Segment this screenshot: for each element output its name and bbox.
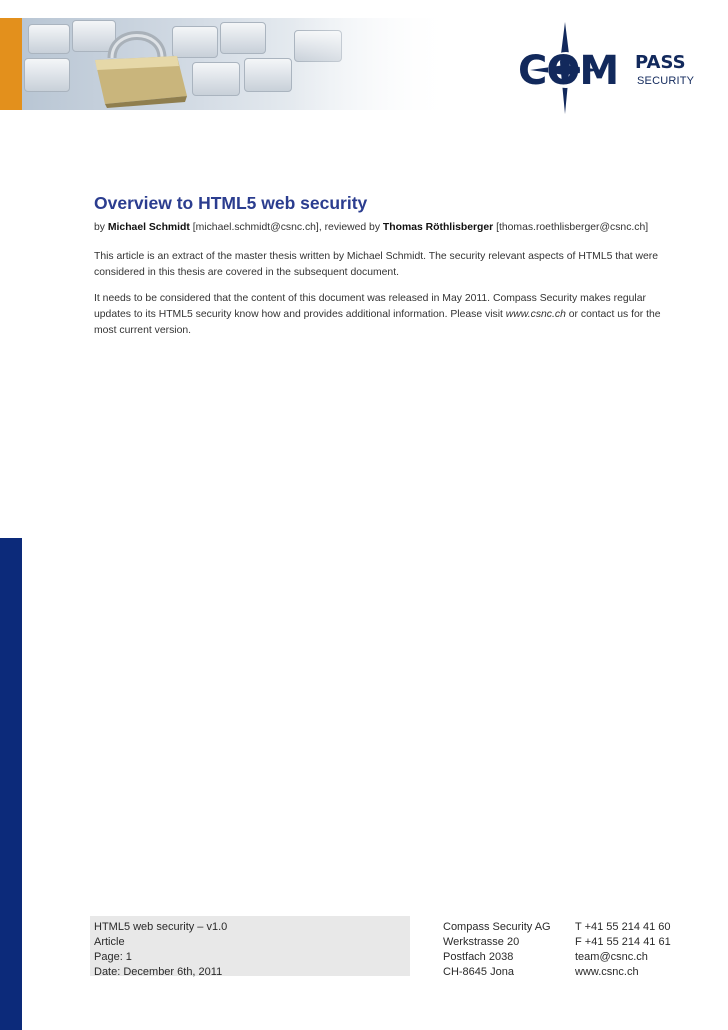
reviewer-email[interactable]: [thomas.roethlisberger@csnc.ch] [496, 222, 649, 233]
logo-com-text: COM [518, 48, 619, 94]
logo-pass-text: PASS [635, 52, 686, 73]
byline-reviewed-by: , reviewed by [318, 222, 381, 233]
byline-by: by [94, 222, 105, 233]
author-email[interactable]: [michael.schmidt@csnc.ch] [192, 222, 319, 233]
footer-doc-version: HTML5 web security – v1.0 [94, 921, 228, 933]
footer-website[interactable]: www.csnc.ch [575, 966, 639, 978]
footer-address [443, 920, 551, 980]
footer-company: Compass Security AG [443, 921, 551, 933]
footer-doc-info [94, 920, 227, 980]
footer-postbox: Postfach 2038 [443, 951, 514, 963]
intro-paragraph: This article is an extract of the master thesis written by Michael Schmidt. The security relevant aspects of HTML5 that were considered in this thesis are covered in the subsequent document. [94, 251, 659, 278]
footer-city: CH-8645 Jona [443, 966, 514, 978]
orange-accent-bar [0, 18, 22, 110]
notice-tail: or contact us for the most current version. [94, 309, 661, 336]
website-link[interactable]: www.csnc.ch [505, 309, 566, 320]
footer-street: Werkstrasse 20 [443, 936, 520, 948]
notice-paragraph [94, 291, 674, 339]
byline [94, 222, 648, 233]
logo-security-text: SECURITY [637, 75, 695, 87]
footer-contact [575, 920, 671, 980]
padlock-icon [77, 18, 207, 110]
footer-fax: F +41 55 214 41 61 [575, 936, 671, 948]
footer-phone: T +41 55 214 41 60 [575, 921, 671, 933]
footer-doc-type: Article [94, 936, 125, 948]
compass-security-logo [510, 22, 700, 122]
footer-date: Date: December 6th, 2011 [94, 966, 223, 978]
brand-side-bar [0, 538, 22, 1030]
document-title: Overview to HTML5 web security [94, 193, 368, 213]
author-name: Michael Schmidt [107, 222, 190, 233]
notice-lead: It needs to be considered that the content of this document was released in May 2011. Compass Security makes regular updates to its HTML5 security know how and provides additional information. Please visit [94, 293, 646, 320]
footer-email[interactable]: team@csnc.ch [575, 951, 648, 963]
footer-page-number: Page: 1 [94, 951, 132, 963]
reviewer-name: Thomas Röthlisberger [382, 222, 494, 233]
padlock-keyboard-photo [22, 18, 452, 110]
